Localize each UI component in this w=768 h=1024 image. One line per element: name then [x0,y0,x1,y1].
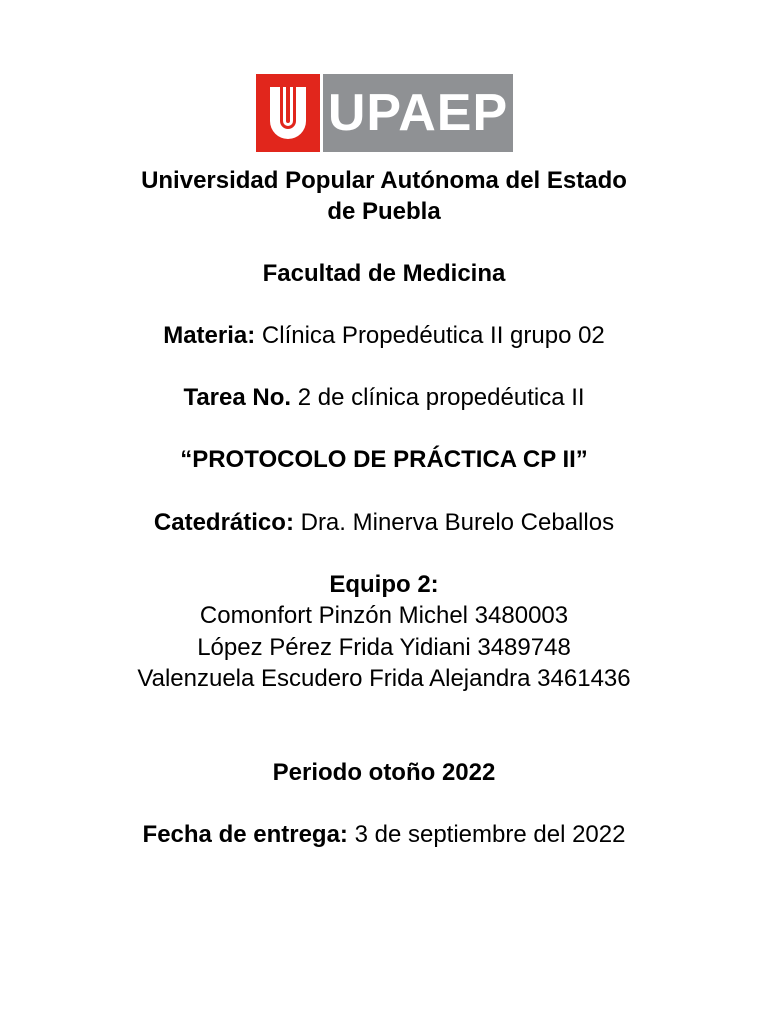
catedratico-line: Catedrático: Dra. Minerva Burelo Ceballos [153,509,615,536]
faculty-name: Facultad de Medicina [262,260,506,287]
team-member: Valenzuela Escudero Frida Alejandra 3461436 [137,665,631,692]
equipo-heading: Equipo 2: [329,571,439,598]
university-name-line2: de Puebla [327,198,441,225]
document-title: “PROTOCOLO DE PRÁCTICA CP II” [180,446,588,473]
periodo-line: Periodo otoño 2022 [272,759,496,786]
materia-line: Materia: Clínica Propedéutica II grupo 02 [163,322,605,349]
upaep-wordmark: UPAEP [323,74,513,152]
team-member: Comonfort Pinzón Michel 3480003 [199,602,569,629]
upaep-logo [256,74,513,152]
team-member: López Pérez Frida Yidiani 3489748 [197,634,571,661]
upaep-u-mark-icon [256,74,320,152]
fecha-entrega-line: Fecha de entrega: 3 de septiembre del 2022 [142,821,626,848]
tarea-line: Tarea No. 2 de clínica propedéutica II [183,384,585,411]
university-name-line1: Universidad Popular Autónoma del Estado [141,167,627,194]
